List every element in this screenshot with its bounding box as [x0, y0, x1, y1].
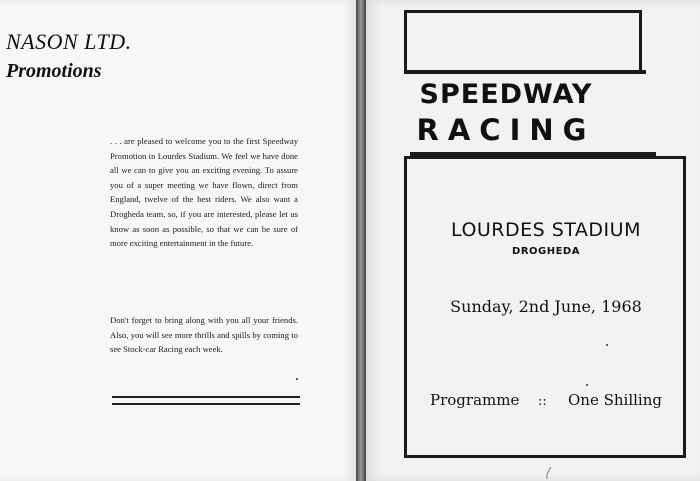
print-speck [606, 344, 608, 346]
friends-paragraph: Don't forget to bring along with you all your friends. Also, you will see more thrills and spills by coming to see Stock-car Racing each week. [110, 315, 298, 355]
welcome-paragraph: . . . are pleased to welcome you to the first Speedway Promotion in Lourdes Stadium. We feel we have done all we can to give you an exciting evening. To assure you of a super meeting we have flown, direct from England, twelve of the best riders. We also want a Drogheda team, so, if you are interested, please let us know as soon as possible, so that we can be sure of more exciting entertainment in the future. [110, 136, 298, 249]
programme-price: One Shilling [568, 391, 662, 409]
cover-page [366, 0, 700, 481]
print-speck [296, 378, 298, 380]
price-separator: :: [538, 394, 547, 409]
booklet-spine [356, 0, 366, 481]
double-rule-divider [112, 396, 300, 405]
pencil-mark [542, 466, 556, 480]
cover-frame-top [404, 10, 642, 72]
title-rule-top [404, 70, 646, 74]
programme-label: Programme [430, 391, 520, 409]
cover-title-racing: RACING [416, 113, 596, 147]
print-speck [586, 384, 588, 386]
venue-name: LOURDES STADIUM [451, 219, 641, 241]
cover-title-speedway: SPEEDWAY [419, 79, 593, 110]
company-subtitle: Promotions [6, 60, 102, 82]
event-date: Sunday, 2nd June, 1968 [450, 297, 642, 316]
company-name: NASON LTD. [6, 29, 132, 54]
town-name: DROGHEDA [512, 246, 580, 257]
